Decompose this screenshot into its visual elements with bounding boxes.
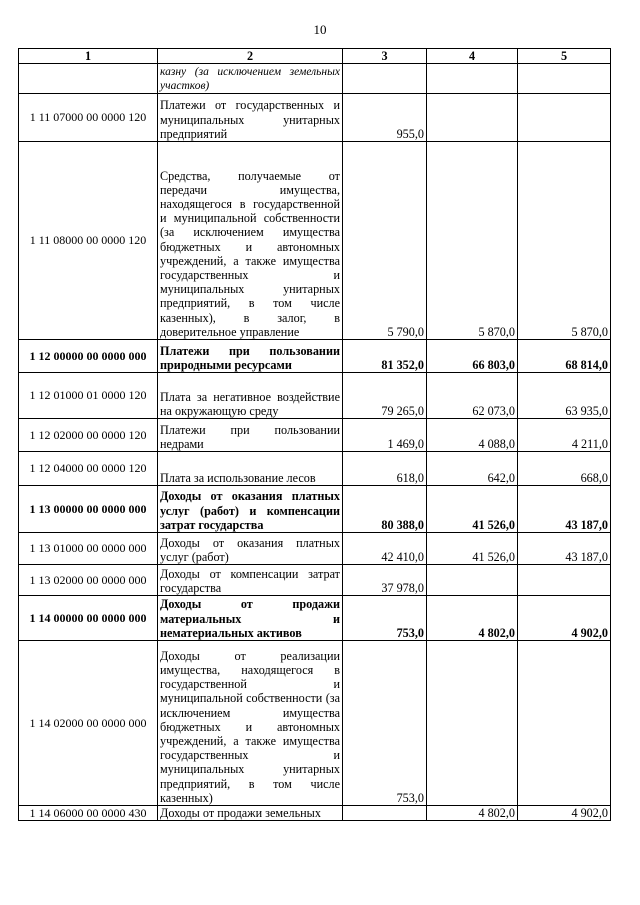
table-row [19, 565, 611, 596]
value-2025-cell: 5 870,0 [427, 142, 518, 340]
code-cell: 1 14 02000 00 0000 000 [19, 641, 158, 806]
table-row [19, 419, 611, 452]
value-2026-cell: 4 902,0 [518, 596, 611, 641]
value-2026-cell: 5 870,0 [518, 142, 611, 340]
page-number: 10 [313, 22, 327, 37]
code-cell: 1 12 02000 00 0000 120 [19, 419, 158, 452]
value-2025-cell: 41 526,0 [427, 486, 518, 533]
code-cell [19, 64, 158, 94]
value-2025-cell [427, 94, 518, 142]
value-2026-cell [518, 64, 611, 94]
value-2025-cell [427, 641, 518, 806]
value-2024-cell: 955,0 [343, 94, 427, 142]
code-cell: 1 12 04000 00 0000 120 [19, 452, 158, 486]
value-2025-cell: 4 088,0 [427, 419, 518, 452]
table-row [19, 806, 611, 821]
column-header: 1 [19, 49, 158, 64]
value-2024-cell: 5 790,0 [343, 142, 427, 340]
value-2024-cell: 81 352,0 [343, 340, 427, 373]
name-cell: Средства, получаемые от передачи имущества, находящегося в государственной и муниципальной собственности (за исключением имущества бюджетных и автономных учреждений, а также имущества государственных и муниципальных унитарных предприятий, в том числе казенных), в залог, в доверительное управление [158, 142, 343, 340]
value-2026-cell: 4 902,0 [518, 806, 611, 821]
value-2025-cell: 4 802,0 [427, 806, 518, 821]
table-row [19, 94, 611, 142]
value-2026-cell: 4 211,0 [518, 419, 611, 452]
table-header-row [19, 49, 611, 64]
column-header: 3 [343, 49, 427, 64]
table-row [19, 641, 611, 806]
name-cell: Доходы от продажи земельных [158, 806, 343, 821]
column-header: 5 [518, 49, 611, 64]
name-cell: Платежи при пользовании природными ресурсами [158, 340, 343, 373]
table-body [19, 64, 611, 821]
table-row [19, 142, 611, 340]
value-2024-cell: 80 388,0 [343, 486, 427, 533]
code-cell: 1 11 07000 00 0000 120 [19, 94, 158, 142]
value-2026-cell: 668,0 [518, 452, 611, 486]
value-2026-cell [518, 641, 611, 806]
name-cell: Доходы от компенсации затрат государства [158, 565, 343, 596]
name-cell: Доходы от оказания платных услуг (работ) и компенсации затрат государства [158, 486, 343, 533]
value-2024-cell: 79 265,0 [343, 373, 427, 419]
code-cell: 1 14 00000 00 0000 000 [19, 596, 158, 641]
name-cell: Платежи при пользовании недрами [158, 419, 343, 452]
table-row [19, 340, 611, 373]
code-cell: 1 12 00000 00 0000 000 [19, 340, 158, 373]
table-row [19, 373, 611, 419]
code-cell: 1 12 01000 01 0000 120 [19, 373, 158, 419]
value-2025-cell: 66 803,0 [427, 340, 518, 373]
value-2025-cell [427, 64, 518, 94]
table-row [19, 533, 611, 565]
value-2026-cell [518, 565, 611, 596]
name-cell: Доходы от оказания платных услуг (работ) [158, 533, 343, 565]
name-cell: Доходы от реализации имущества, находящегося в государственной и муниципальной собственности (за исключением имущества бюджетных и автономных учреждений, а также имущества государственных и муниципальных унитарных предприятий, в том числе казенных) [158, 641, 343, 806]
value-2025-cell: 642,0 [427, 452, 518, 486]
code-cell: 1 13 00000 00 0000 000 [19, 486, 158, 533]
name-cell: Платежи от государственных и муниципальных унитарных предприятий [158, 94, 343, 142]
table-row [19, 596, 611, 641]
name-cell: Плата за использование лесов [158, 452, 343, 486]
value-2025-cell: 62 073,0 [427, 373, 518, 419]
code-cell: 1 13 01000 00 0000 000 [19, 533, 158, 565]
table-row [19, 452, 611, 486]
value-2024-cell: 753,0 [343, 596, 427, 641]
name-cell: Плата за негативное воздействие на окружающую среду [158, 373, 343, 419]
name-cell: казну (за исключением земельных участков) [158, 64, 343, 94]
code-cell: 1 11 08000 00 0000 120 [19, 142, 158, 340]
value-2025-cell [427, 565, 518, 596]
value-2026-cell: 43 187,0 [518, 533, 611, 565]
table-row [19, 486, 611, 533]
value-2024-cell [343, 64, 427, 94]
value-2024-cell [343, 806, 427, 821]
table-row [19, 64, 611, 94]
column-header: 4 [427, 49, 518, 64]
column-header: 2 [158, 49, 343, 64]
value-2026-cell: 63 935,0 [518, 373, 611, 419]
value-2025-cell: 41 526,0 [427, 533, 518, 565]
value-2024-cell: 42 410,0 [343, 533, 427, 565]
value-2024-cell: 618,0 [343, 452, 427, 486]
value-2024-cell: 37 978,0 [343, 565, 427, 596]
value-2025-cell: 4 802,0 [427, 596, 518, 641]
value-2024-cell: 1 469,0 [343, 419, 427, 452]
value-2026-cell: 43 187,0 [518, 486, 611, 533]
value-2026-cell [518, 94, 611, 142]
value-2024-cell: 753,0 [343, 641, 427, 806]
name-cell: Доходы от продажи материальных и нематериальных активов [158, 596, 343, 641]
code-cell: 1 14 06000 00 0000 430 [19, 806, 158, 821]
code-cell: 1 13 02000 00 0000 000 [19, 565, 158, 596]
budget-table [18, 48, 611, 821]
value-2026-cell: 68 814,0 [518, 340, 611, 373]
